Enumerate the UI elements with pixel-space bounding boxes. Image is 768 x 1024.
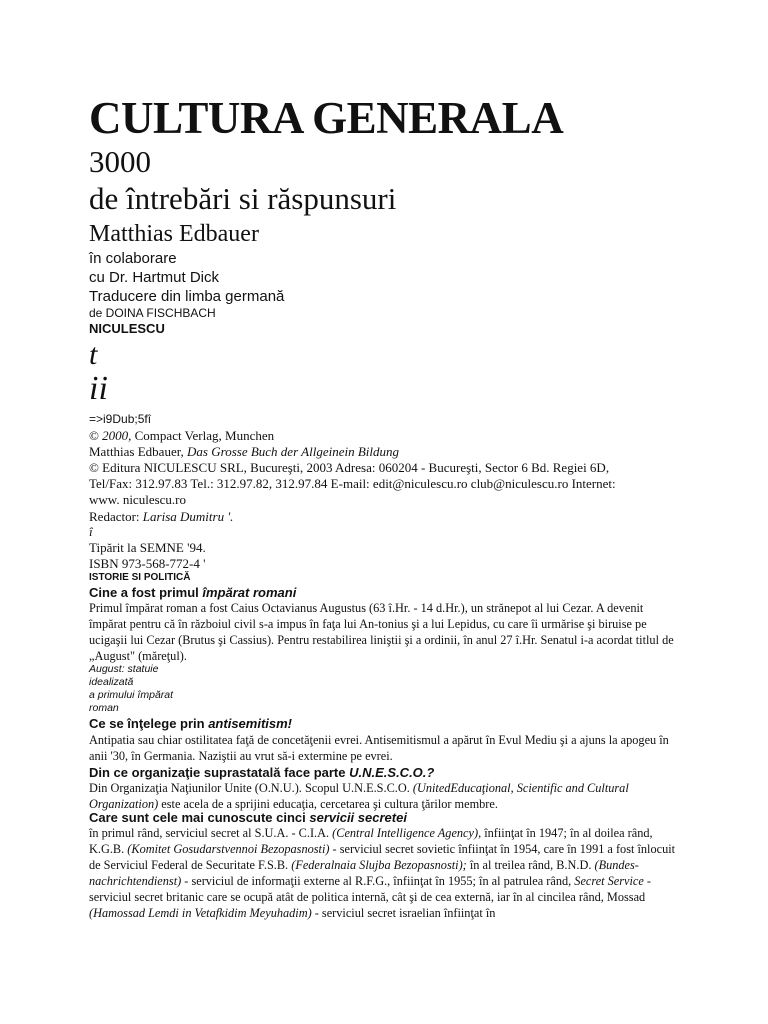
caption-line-1: August: statuie <box>89 663 159 675</box>
answer-3-a: Din Organizaţia Naţiunilor Unite (O.N.U.). Scopul U.N.E.S.C.O. <box>89 781 413 795</box>
caption-line-2: idealizată <box>89 676 134 688</box>
edition-line-2: Tel/Fax: 312.97.83 Tel.: 312.97.82, 312.97.84 E-mail: edit@niculescu.ro club@niculescu.ro Internet: <box>89 476 616 491</box>
question-2 <box>89 716 292 731</box>
answer-4-i3: (Federalnaia Slujba Bezopasnosti); <box>291 858 467 872</box>
editor-line <box>89 509 233 524</box>
question-4-prefix: Care sunt cele mai cunoscute cinci <box>89 810 310 825</box>
answer-4-p6: - serviciul secret britanic care se ocupă atât de politica internă, cât şi de cea externă, iar în al cincilea rând, Mossad <box>89 874 651 904</box>
publisher-name: NICULESCU <box>89 321 165 336</box>
coauthor-line: cu Dr. Hartmut Dick <box>89 269 220 286</box>
garbled-line: =>i9Dub;5fî <box>89 412 152 426</box>
answer-4-i4: (Bundes-nachrichtendienst) <box>89 858 639 888</box>
answer-4-p7: - serviciul secret israelian înfiinţat în <box>311 906 496 920</box>
answer-4-i1: (Central Intelligence Agency), <box>332 826 482 840</box>
editor-label: Redactor: <box>89 509 143 524</box>
question-1-emph: împărat romani <box>202 585 297 600</box>
edition-line-1: © Editura NICULESCU SRL, Bucureşti, 2003 Adresa: 060204 - Bucureşti, Sector 6 Bd. Regiei 6D, <box>89 460 610 475</box>
caption-line-3: a primului împărat <box>89 689 174 701</box>
stray-char: î <box>89 524 93 539</box>
original-title: Das Grosse Buch der Allgeinein Bildung <box>187 444 399 459</box>
book-subtitle: de întrebări si răspunsuri <box>89 181 397 216</box>
question-3 <box>89 765 434 780</box>
translator-line: de DOINA FISCHBACH <box>89 306 216 320</box>
question-3-emph: U.N.E.S.C.O.? <box>349 765 435 780</box>
question-1 <box>89 585 296 600</box>
edition-line-3: www. niculescu.ro <box>89 492 186 507</box>
book-number: 3000 <box>89 144 151 179</box>
answer-4-i6: (Hamossad Lemdi in Vetafkidim Meyuhadim) <box>89 906 312 920</box>
printed-line: Tipărit la SEMNE '94. <box>89 540 206 555</box>
section-heading: ISTORIE SI POLITICĂ <box>89 572 191 583</box>
translation-line: Traducere din limba germană <box>89 288 285 305</box>
answer-2: Antipatia sau chiar ostilitatea faţă de concetăţenii evrei. Antisemitismul a apărut în Evul Mediu şi a ajuns la apogeu în anii '30, în Germania. Naziştii au vrut să-i extermine pe evrei. <box>89 733 669 763</box>
answer-4-p2: înfiinţat în 1947; în al doilea rând, K.G.B. <box>89 826 653 856</box>
answer-4-i5: Secret Service <box>574 874 644 888</box>
original-title-line <box>89 444 399 459</box>
book-title: CULTURA GENERALA <box>89 93 564 143</box>
isbn-line: ISBN 973-568-772-4 ' <box>89 556 206 571</box>
question-4-emph: servicii secretei <box>309 810 407 825</box>
copyright-year: 2000, <box>102 428 132 443</box>
answer-3 <box>89 780 679 812</box>
answer-4 <box>89 825 679 921</box>
collab-line: în colaborare <box>89 250 177 267</box>
answer-4-p3: - serviciul secret sovietic înfiinţat în 1954, care în 1991 a fost înlocuit de Serviciul Federal de Securitate F.S.B. <box>89 842 676 872</box>
answer-3-italic: (UnitedEducaţional, Scientific and Cultural Organization) <box>89 781 629 811</box>
copyright-line <box>89 428 274 443</box>
answer-4-p1: în primul rând, serviciul secret al S.U.A. - C.I.A. <box>89 826 333 840</box>
caption-line-4: roman <box>89 702 119 714</box>
original-author: Matthias Edbauer, <box>89 444 188 459</box>
question-3-prefix: Din ce organizaţie suprastatală face parte <box>89 765 350 780</box>
stray-glyph-ii: ii <box>89 370 108 407</box>
question-4 <box>89 810 407 825</box>
answer-4-i2: (Komitet Gosudarstvennoi Bezopasnosti) <box>127 842 330 856</box>
copyright-rest: Compact Verlag, Munchen <box>131 428 275 443</box>
copyright-prefix: © <box>89 428 103 443</box>
book-author: Matthias Edbauer <box>89 221 259 247</box>
question-1-prefix: Cine a fost primul <box>89 585 203 600</box>
answer-1: Primul împărat roman a fost Caius Octavianus Augustus (63 î.Hr. - 14 d.Hr.), un strănepot al lui Cezar. A devenit împărat pentru că în războiul civil s-a impus în faţa lui An-tonius şi a lui Lepidus, cu care îi urmărise şi biruise pe ucigaşii lui Cezar (Brutus şi Cassius). Pentru restabilirea liniştii şi a ordinii, în anul 27 î.Hr. Senatul i-a acordat titlul de „August" (măreţul). <box>89 601 674 663</box>
editor-name: Larisa Dumitru '. <box>142 509 234 524</box>
answer-4-p5: - serviciul de informaţii externe al R.F.G., înfiinţat în 1955; în al patrulea rând, <box>181 874 575 888</box>
question-2-prefix: Ce se înţelege prin <box>89 716 209 731</box>
answer-4-p4: în al treilea rând, B.N.D. <box>466 858 595 872</box>
answer-3-b: este acela de a sprijini educaţia, cercetarea şi cultura ţărilor membre. <box>158 797 498 811</box>
question-2-emph: antisemitism! <box>208 716 293 731</box>
stray-glyph-t: t <box>89 338 98 371</box>
